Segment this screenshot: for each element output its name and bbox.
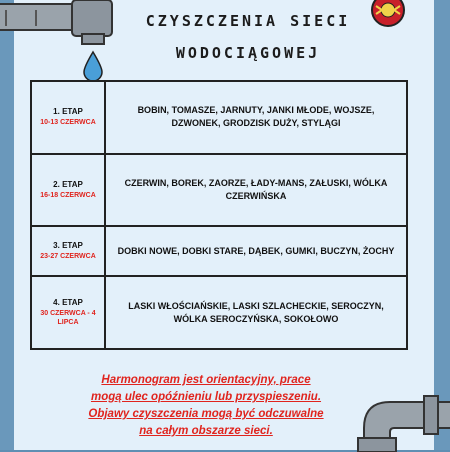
- stage-dates: 23-27 CZERWCA: [40, 253, 96, 261]
- note-line: mogą ulec opóźnieniu lub przyspieszeniu.: [90, 391, 322, 403]
- water-drop-icon: [84, 52, 102, 81]
- table-row: [31, 276, 407, 349]
- note-line: Harmonogram jest orientacyjny, prace: [101, 374, 311, 386]
- schedule-table: [30, 80, 408, 350]
- page-title-line2: WODOCIĄGOWEJ: [175, 44, 321, 62]
- stage-dates: 30 CZERWCA - 4 LIPCA: [40, 310, 96, 327]
- schedule-note: [56, 372, 356, 440]
- stage-name: 3. ETAP: [53, 241, 83, 251]
- stage-cell: [31, 154, 105, 227]
- stage-name: 2. ETAP: [53, 180, 83, 189]
- water-tap-icon: [0, 0, 126, 90]
- stage-cell: [31, 226, 105, 276]
- note-line: na całym obszarze sieci.: [139, 425, 273, 437]
- stage-places: LASKI WŁOŚCIAŃSKIE, LASKI SZLACHECKIE, SEROCZYN, WÓLKA SEROCZYŃSKA, SOKOŁOWO: [105, 276, 407, 349]
- stage-cell: [31, 81, 105, 154]
- stage-dates: 16-18 CZERWCA: [40, 192, 96, 199]
- stage-dates: 10-13 CZERWCA: [40, 119, 96, 127]
- stage-name: 4. ETAP: [53, 298, 83, 308]
- pipe-icon: [344, 388, 450, 452]
- stage-cell: [31, 276, 105, 349]
- stage-places: BOBIN, TOMASZE, JARNUTY, JANKI MŁODE, WOJSZE, DZWONEK, GRODZISK DUŻY, STYLĄGI: [105, 81, 407, 154]
- table-row: [31, 81, 407, 154]
- stage-places: CZERWIN, BOREK, ZAORZE, ŁADY-MANS, ZAŁUSKI, WÓLKA CZERWIŃSKA: [105, 154, 407, 227]
- note-line: Objawy czyszczenia mogą być odczuwalne: [88, 408, 324, 420]
- table-row: [31, 154, 407, 227]
- table-row: [31, 226, 407, 276]
- page-title-line1: CZYSZCZENIA SIECI: [145, 12, 351, 30]
- stage-places: DOBKI NOWE, DOBKI STARE, DĄBEK, GUMKI, BUCZYN, ŻOCHY: [105, 226, 407, 276]
- stage-name: 1. ETAP: [53, 107, 83, 117]
